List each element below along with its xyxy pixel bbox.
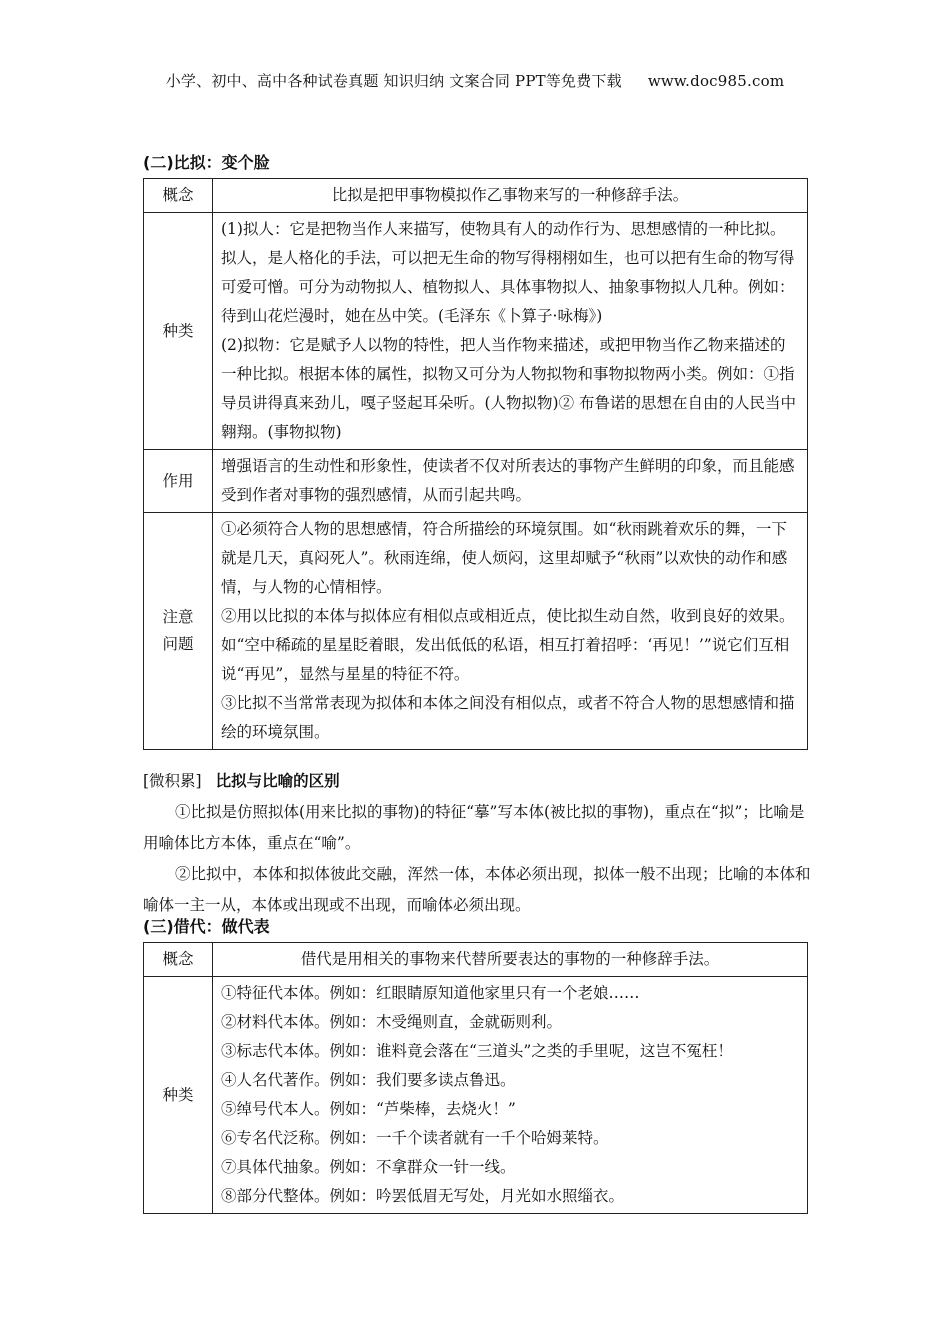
row-label-concept: 概念 <box>144 943 213 977</box>
type-item: ⑥专名代泛称。例如：一千个读者就有一千个哈姆莱特。 <box>221 1129 609 1147</box>
notes-item: ①必须符合人物的思想感情，符合所描绘的环境氛围。如“秋雨跳着欢乐的舞，一下就是几天，真闷死人”。秋雨连绵，使人烦闷，这里却赋予“秋雨”以欢快的动作和感情，与人物的心情相悖。 <box>221 520 788 596</box>
row-label-notes: 注意 问题 <box>144 513 213 750</box>
notes-cell <box>213 513 808 750</box>
types-personification: (1)拟人：它是把物当作人来描写，使物具有人的动作行为、思想感情的一种比拟。拟人，是人格化的手法，可以把无生命的物写得栩栩如生，也可以把有生命的物写得可爱可憎。可分为动物拟人、植物拟人、具体事物拟人、抽象事物拟人几种。例如：待到山花烂漫时，她在丛中笑。(毛泽东《卜算子·咏梅》) <box>221 220 795 325</box>
row-label-concept: 概念 <box>144 179 213 213</box>
type-item: ④人名代著作。例如：我们要多读点鲁迅。 <box>221 1071 516 1089</box>
types-objectification: (2)拟物：它是赋予人以物的特性，把人当作物来描述，或把甲物当作乙物来描述的一种比拟。根据本体的属性，拟物又可分为人物拟物和事物拟物两小类。例如：①指导员讲得真来劲儿，嘎子竖起耳朵听。(人物拟物)② 布鲁诺的思想在自由的人民当中翱翔。(事物拟物) <box>221 336 797 441</box>
type-item: ③标志代本体。例如：谁料竟会落在“三道头”之类的手里呢，这岂不冤枉！ <box>221 1042 733 1060</box>
micro-paragraph: ②比拟中，本体和拟体彼此交融，浑然一体，本体必须出现，拟体一般不出现；比喻的本体和喻体一主一从，本体或出现或不出现，而喻体必须出现。 <box>143 865 811 914</box>
row-label-types: 种类 <box>144 977 213 1214</box>
type-item: ⑤绰号代本人。例如：“芦柴棒，去烧火！” <box>221 1100 516 1118</box>
table-row <box>144 513 808 750</box>
concept-text: 比拟是把甲事物模拟作乙事物来写的一种修辞手法。 <box>213 179 808 213</box>
type-item: ⑦具体代抽象。例如：不拿群众一针一线。 <box>221 1158 516 1176</box>
table-row <box>144 977 808 1214</box>
jiedai-table <box>143 942 808 1214</box>
table-row <box>144 450 808 513</box>
bini-table <box>143 178 808 750</box>
micro-accumulation <box>143 766 811 921</box>
page-header <box>0 70 950 91</box>
type-item: ①特征代本体。例如：红眼睛原知道他家里只有一个老娘…… <box>221 984 640 1002</box>
notes-item: ②用以比拟的本体与拟体应有相似点或相近点，使比拟生动自然，收到良好的效果。如“空中稀疏的星星眨着眼，发出低低的私语，相互打着招呼：‘再见！’”说它们互相说“再见”，显然与星星的特征不符。 <box>221 607 795 683</box>
section-heading-jiedai: (三)借代：做代表 <box>143 917 270 936</box>
effect-text: 增强语言的生动性和形象性，使读者不仅对所表达的事物产生鲜明的印象，而且能感受到作者对事物的强烈感情，从而引起共鸣。 <box>213 450 808 513</box>
notes-item: ③比拟不当常常表现为拟体和本体之间没有相似点，或者不符合人物的思想感情和描绘的环境氛围。 <box>221 694 795 741</box>
row-label-effect: 作用 <box>144 450 213 513</box>
micro-paragraph: ①比拟是仿照拟体(用来比拟的事物)的特征“摹”写本体(被比拟的事物)，重点在“拟”；比喻是用喻体比方本体，重点在“喻”。 <box>143 803 805 852</box>
section-heading-bini: (二)比拟：变个脸 <box>143 153 270 172</box>
micro-title: [微积累] 比拟与比喻的区别 <box>143 772 340 790</box>
concept-text: 借代是用相关的事物来代替所要表达的事物的一种修辞手法。 <box>213 943 808 977</box>
header-text: 小学、初中、高中各种试卷真题 知识归纳 文案合同 PPT等免费下载 <box>165 72 622 90</box>
table-row <box>144 943 808 977</box>
type-item: ②材料代本体。例如：木受绳则直，金就砺则利。 <box>221 1013 563 1031</box>
row-label-types: 种类 <box>144 213 213 450</box>
types-cell <box>213 213 808 450</box>
table-row <box>144 213 808 450</box>
header-url[interactable]: www.doc985.com <box>647 72 785 90</box>
types-cell <box>213 977 808 1214</box>
table-row <box>144 179 808 213</box>
type-item: ⑧部分代整体。例如：吟罢低眉无写处，月光如水照缁衣。 <box>221 1187 625 1205</box>
